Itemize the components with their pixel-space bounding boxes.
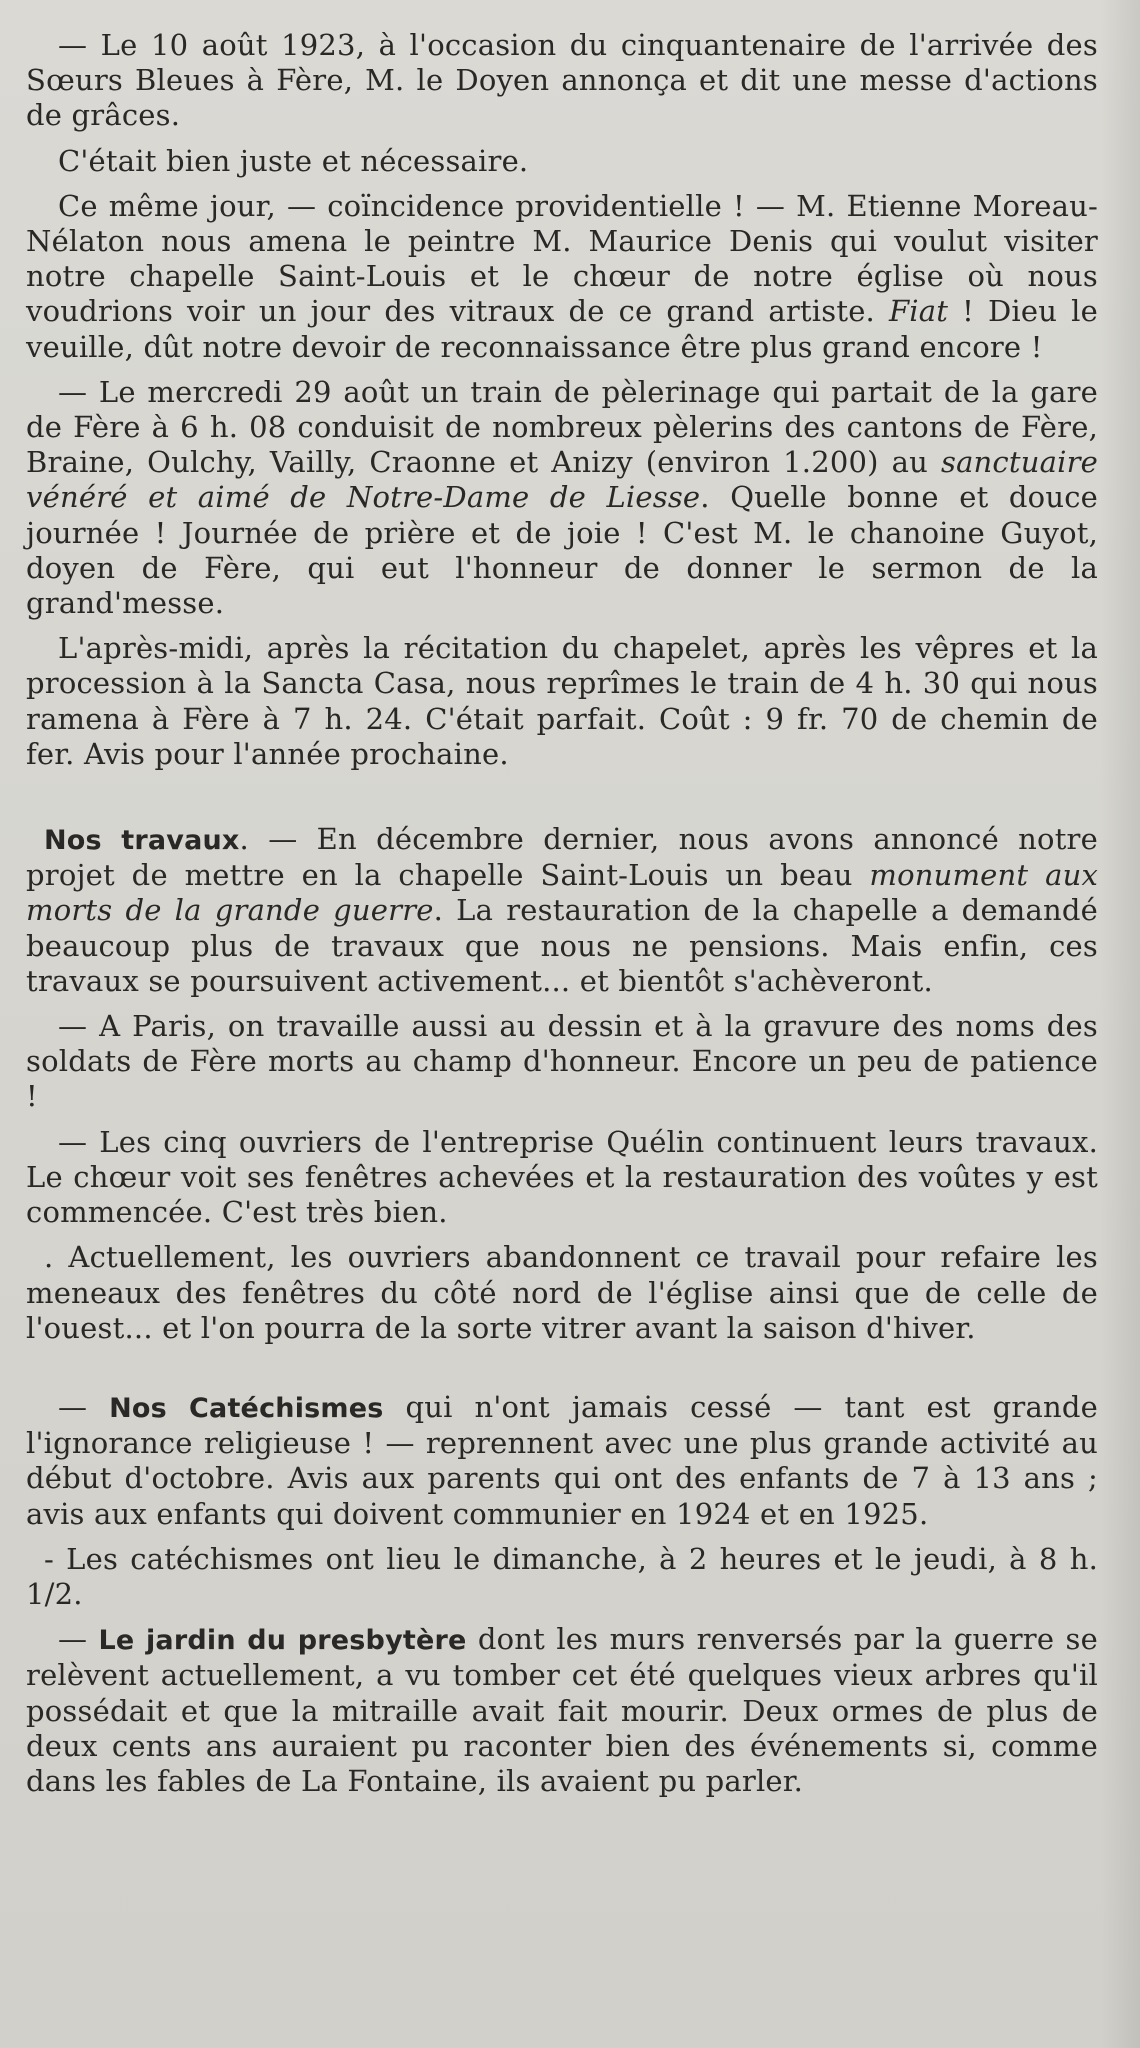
paragraph-text: L'après-midi, après la récitation du chapelet, après les vêpres et la procession à la Sancta Casa, nous reprîmes le train de 4 h. 30 qui nous ramena à Fère à 7 h. 24. C'était parfait. Coût : 9 fr. 70 de chemin de fer. Avis pour l'année prochaine. bbox=[26, 631, 1098, 771]
paragraph-text: — Le 10 août 1923, à l'occasion du cinquantenaire de l'arrivée des Sœurs Bleues à Fère, M. le Doyen annonça et dit une messe d'actions de grâces. bbox=[26, 28, 1098, 133]
page-edge-shadow bbox=[1100, 0, 1140, 2048]
paragraph-text: . Actuellement, les ouvriers abandonnent ce travail pour refaire les meneaux des fenêtres du côté nord de l'église ainsi que de celle de l'ouest... et l'on pourra de la sorte vitrer avant la saison d'hiver. bbox=[26, 1240, 1098, 1345]
document-body bbox=[26, 28, 1098, 1809]
paragraph-text: . — En décembre dernier, nous avons annoncé notre projet de mettre en la chapelle Saint-Louis un beau bbox=[26, 822, 1098, 893]
paragraph-text: ! Dieu le veuille, dût notre devoir de reconnaissance être plus grand encore ! bbox=[26, 294, 1098, 364]
paragraph-maurice-denis bbox=[26, 189, 1098, 365]
paragraph-paris bbox=[26, 1009, 1098, 1115]
paragraph-text: - Les catéchismes ont lieu le dimanche, à 2 heures et le jeudi, à 8 h. 1/2. bbox=[26, 1541, 1098, 1611]
italic-sanctuaire: sanctuaire vénéré et aimé de Notre-Dame de Liesse bbox=[26, 445, 1098, 515]
paragraph-text: . Quelle bonne et douce journée ! Journée de prière et de joie ! C'est M. le chanoine Guyot, doyen de Fère, qui eut l'honneur de donner le sermon de la grand'messe. bbox=[26, 480, 1098, 621]
italic-fiat: Fiat bbox=[888, 294, 949, 329]
heading-catechismes: Nos Catéchismes bbox=[109, 1392, 384, 1424]
paragraph-text: qui n'ont jamais cessé — tant est grande l'ignorance religieuse ! — reprennent avec une plus grande activité au début d'octobre. Avis aux parents qui ont des enfants de 7 à 13 ans ; avis aux enfants qui doivent communier en 1924 et en 1925. bbox=[26, 1389, 1098, 1531]
paragraph-text: — Les cinq ouvriers de l'entreprise Quélin continuent leurs travaux. Le chœur voit ses fenêtres achevées et la restauration des voûtes y est commencée. C'est très bien. bbox=[26, 1124, 1098, 1230]
paragraph-catechismes bbox=[26, 1390, 1098, 1532]
italic-monument: monument aux morts de la grande guerre bbox=[26, 858, 1098, 928]
heading-jardin-presbytere: Le jardin du presbytère bbox=[98, 1625, 467, 1657]
paragraph-apres-midi bbox=[26, 631, 1098, 772]
paragraph-text: C'était bien juste et nécessaire. bbox=[58, 143, 529, 178]
paragraph-jardin bbox=[26, 1622, 1098, 1799]
paragraph-nos-travaux bbox=[26, 822, 1098, 999]
paragraph-meneaux bbox=[26, 1240, 1098, 1346]
paragraph-cinquantenaire bbox=[26, 28, 1098, 134]
paragraph-text: . La restauration de la chapelle a demandé beaucoup plus de travaux que nous ne pensions. Mais enfin, ces travaux se poursuivent activement... et bientôt s'achèveront. bbox=[26, 893, 1098, 998]
paragraph-juste bbox=[26, 144, 1098, 179]
paragraph-text: — Le mercredi 29 août un train de pèlerinage qui partait de la gare de Fère à 6 h. 08 conduisit de nombreux pèlerins des cantons de Fère, Braine, Oulchy, Vailly, Craonne et Anizy (environ 1.200) au bbox=[26, 374, 1098, 480]
paragraph-ouvriers bbox=[26, 1125, 1098, 1231]
paragraph-pelerinage bbox=[26, 375, 1098, 621]
paragraph-horaires bbox=[26, 1542, 1098, 1612]
paragraph-text: dont les murs renversés par la guerre se relèvent actuellement, a vu tomber cet été quelques vieux arbres qu'il possédait et que la mitraille avait fait mourir. Deux ormes de plus de deux cents ans auraient pu raconter bien des événements si, comme dans les fables de La Fontaine, ils avaient pu parler. bbox=[26, 1622, 1098, 1798]
heading-nos-travaux: Nos travaux bbox=[44, 825, 240, 857]
paragraph-text: Ce même jour, — coïncidence providentielle ! — M. Etienne Moreau-Nélaton nous amena le peintre M. Maurice Denis qui voulut visiter notre chapelle Saint-Louis et le chœur de notre église où nous voudrions voir un jour des vitraux de ce grand artiste. bbox=[26, 188, 1098, 329]
paragraph-text: — bbox=[58, 1622, 99, 1657]
paragraph-text: — bbox=[58, 1389, 110, 1424]
paragraph-text: — A Paris, on travaille aussi au dessin et à la gravure des noms des soldats de Fère morts au champ d'honneur. Encore un peu de patience ! bbox=[26, 1009, 1098, 1114]
